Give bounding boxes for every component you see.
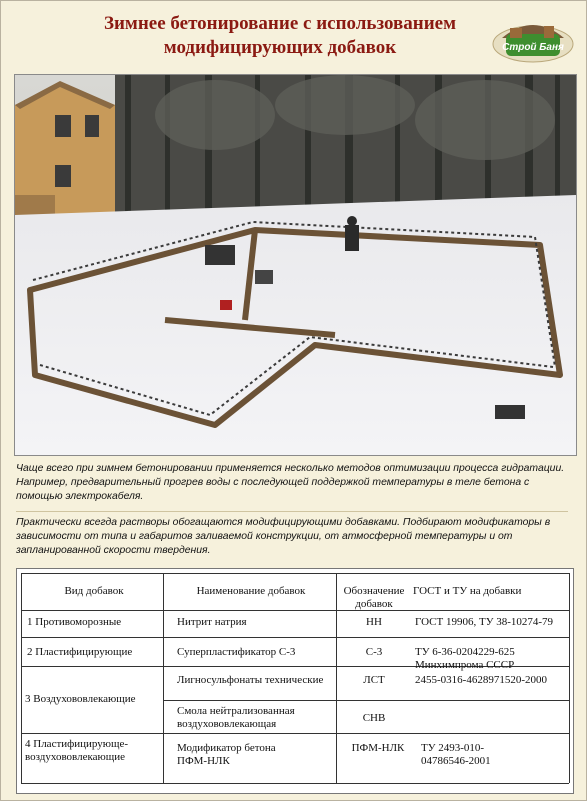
row4-name: Смола нейтрализованная воздухововлекающая bbox=[177, 705, 295, 730]
paragraph-divider bbox=[16, 511, 568, 512]
table-rule bbox=[21, 573, 569, 574]
header-code: Обозначение добавок bbox=[343, 585, 405, 610]
table-rule bbox=[21, 637, 569, 638]
row3-type: 3 Воздухововлекающие bbox=[25, 693, 136, 705]
row2-gost: ТУ 6-36-0204229-625 Минхимпрома СССР bbox=[415, 646, 515, 671]
row2-type: 2 Пластифицирующие bbox=[27, 646, 133, 658]
row1-gost: ГОСТ 19906, ТУ 38-10274-79 bbox=[415, 616, 554, 628]
row4-code: СНВ bbox=[362, 712, 386, 724]
row2-code: С-3 bbox=[365, 646, 383, 658]
row5-type: 4 Пластифицирующе-воздухововлекающие bbox=[25, 738, 129, 763]
table-rule bbox=[21, 783, 569, 784]
table-rule bbox=[21, 573, 22, 783]
table-rule bbox=[21, 610, 569, 611]
additives-table bbox=[16, 568, 574, 794]
header-name: Наименование добавок bbox=[196, 585, 306, 597]
header-gost: ГОСТ и ТУ на добавки bbox=[413, 585, 522, 597]
row3-name: Лигносульфонаты технические bbox=[177, 674, 324, 686]
table-rule bbox=[336, 573, 337, 783]
row5-gost: ТУ 2493-010-04786546-2001 bbox=[421, 742, 491, 767]
title-line-1: Зимнее бетонирование с использованием bbox=[103, 13, 457, 34]
table-rule bbox=[569, 573, 570, 783]
winter-foundation-photo bbox=[14, 74, 577, 456]
page-title bbox=[40, 12, 520, 60]
paragraph-additives: Практически всегда растворы обогащаются модифицирующими добавками. Подбирают модификаторы в зависимости от типа и габаритов заливаемой конструкции, от атмосферной температуры и от запланированной скорости твердения. bbox=[16, 517, 551, 556]
stroy-banya-logo bbox=[488, 4, 578, 66]
paragraph-heating: Чаще всего при зимнем бетонировании применяется несколько методов оптимизации процесса гидратации. Например, предварительный прогрев воды с последующей поддержкой температуры в теле бетона с помощью электрокабеля. bbox=[16, 463, 565, 502]
title-line-2: модифицирующих добавок bbox=[163, 37, 397, 58]
row3-code: ЛСТ bbox=[363, 674, 385, 686]
table-rule bbox=[163, 700, 569, 701]
header-type: Вид добавок bbox=[64, 585, 124, 597]
row5-name: Модификатор бетона ПФМ-НЛК bbox=[177, 742, 276, 767]
row3-gost: 2455-0316-4628971520-2000 bbox=[415, 674, 547, 686]
row1-type: 1 Противоморозные bbox=[27, 616, 122, 628]
logo-text: Строй Баня bbox=[502, 42, 564, 53]
row1-code: НН bbox=[366, 616, 382, 628]
row2-name: Суперпластификатор С-3 bbox=[177, 646, 296, 658]
row1-name: Нитрит натрия bbox=[177, 616, 247, 628]
table-rule bbox=[21, 733, 569, 734]
table-rule bbox=[163, 573, 164, 783]
row5-code: ПФМ-НЛК bbox=[351, 742, 405, 754]
